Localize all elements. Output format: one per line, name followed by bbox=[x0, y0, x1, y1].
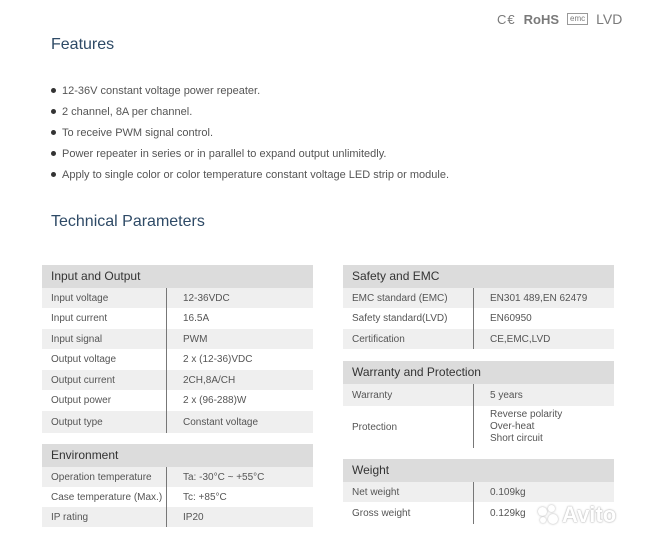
table-row: Input current 16.5A bbox=[42, 308, 313, 329]
feature-item: 2 channel, 8A per channel. bbox=[51, 101, 449, 122]
table-header: Input and Output bbox=[42, 265, 313, 288]
table-row: Case temperature (Max.) Tc: +85°C bbox=[42, 487, 313, 507]
table-row: Safety standard(LVD) EN60950 bbox=[343, 308, 614, 329]
ce-mark-icon: C€ bbox=[497, 11, 516, 27]
bullet-icon bbox=[51, 109, 56, 114]
technical-parameters-heading: Technical Parameters bbox=[51, 213, 205, 230]
table-row: Gross weight 0.129kg bbox=[343, 502, 614, 524]
bullet-icon bbox=[51, 172, 56, 177]
rohs-mark-icon: RoHS bbox=[523, 11, 560, 27]
bullet-icon bbox=[51, 88, 56, 93]
table-header: Safety and EMC bbox=[343, 265, 614, 288]
avito-watermark: Avito bbox=[538, 502, 616, 528]
feature-item: To receive PWM signal control. bbox=[51, 122, 449, 143]
table-row: Output current 2CH,8A/CH bbox=[42, 370, 313, 390]
certification-logos bbox=[497, 11, 622, 27]
table-row: Protection Reverse polarity Over-heat Short circuit bbox=[343, 406, 614, 448]
features-list bbox=[51, 80, 449, 185]
bullet-icon bbox=[51, 130, 56, 135]
feature-item: Apply to single color or color temperature constant voltage LED strip or module. bbox=[51, 164, 449, 185]
bullet-icon bbox=[51, 151, 56, 156]
table-row: Operation temperature Ta: -30°C ~ +55°C bbox=[42, 467, 313, 487]
table-header: Environment bbox=[42, 444, 313, 467]
feature-item: Power repeater in series or in parallel to expand output unlimitedly. bbox=[51, 143, 449, 164]
table-row: IP rating IP20 bbox=[42, 507, 313, 527]
table-row: EMC standard (EMC) EN301 489,EN 62479 bbox=[343, 288, 614, 308]
table-row: Input voltage 12-36VDC bbox=[42, 288, 313, 308]
table-row: Net weight 0.109kg bbox=[343, 482, 614, 502]
features-heading: Features bbox=[51, 36, 115, 53]
emc-mark-icon: emc bbox=[567, 13, 588, 25]
warranty-protection-table bbox=[343, 361, 614, 448]
table-row: Warranty 5 years bbox=[343, 384, 614, 406]
table-row: Output power 2 x (96-288)W bbox=[42, 390, 313, 411]
feature-item: 12-36V constant voltage power repeater. bbox=[51, 80, 449, 101]
table-row: Output type Constant voltage bbox=[42, 411, 313, 433]
table-row: Input signal PWM bbox=[42, 329, 313, 349]
protection-values: Reverse polarity Over-heat Short circuit bbox=[473, 406, 614, 448]
table-header: Warranty and Protection bbox=[343, 361, 614, 384]
input-output-table bbox=[42, 265, 313, 433]
safety-emc-table bbox=[343, 265, 614, 349]
table-header: Weight bbox=[343, 459, 614, 482]
lvd-mark-icon: LVD bbox=[596, 11, 623, 27]
avito-logo-icon bbox=[538, 505, 558, 525]
table-row: Output voltage 2 x (12-36)VDC bbox=[42, 349, 313, 370]
table-row: Certification CE,EMC,LVD bbox=[343, 329, 614, 349]
environment-table bbox=[42, 444, 313, 527]
